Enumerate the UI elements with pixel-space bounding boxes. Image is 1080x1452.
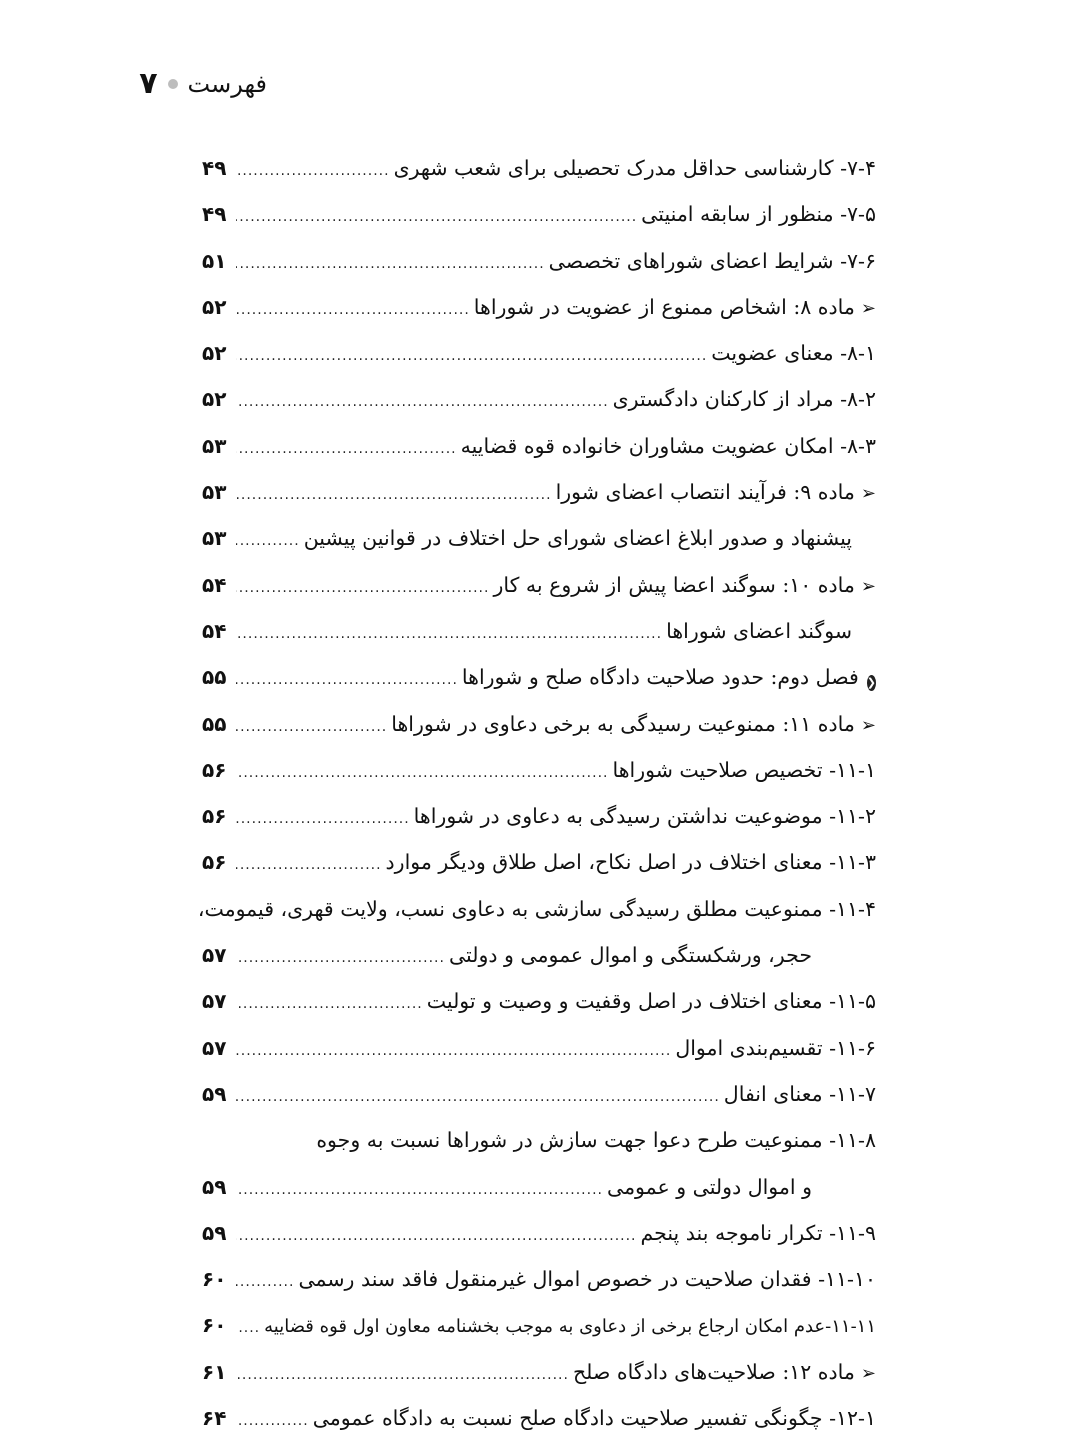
- chapter-circle-icon: ❮: [866, 676, 876, 690]
- toc-entry-title: ۱۱-۷- معنای انفال: [723, 1081, 876, 1106]
- dot-leader: [236, 1413, 309, 1429]
- dot-leader: [236, 1367, 569, 1383]
- toc-entry-title: ماده ۹: فرآیند انتصاب اعضای شورا: [555, 480, 855, 505]
- dot-leader: [236, 672, 458, 688]
- toc-entry: [204, 1313, 876, 1359]
- toc-entry-title: ۱۱-۴- ممنوعیت مطلق رسیدگی سازشی به دعاوی نسب، ولایت قهری، قیمومت،: [197, 896, 876, 921]
- toc-entry-page-number: ۵۶: [202, 850, 227, 875]
- toc-entry-page-number: ۴۹: [202, 156, 227, 180]
- arrowhead-marker-icon: ➢: [860, 483, 876, 505]
- toc-entry: [204, 758, 876, 804]
- toc-entry-page-number: ۶۴: [202, 1406, 227, 1431]
- toc-entry: [204, 249, 876, 295]
- toc-entry-title: ۱۱-۵- معنای اختلاف در اصل وقفیت و وصیت و تولیت: [426, 989, 876, 1014]
- toc-entry-page-number: ۵۲: [202, 341, 227, 366]
- toc-entry: [204, 804, 876, 850]
- toc-entry-title: ۸-۳- امکان عضویت مشاوران خانواده قوه قضاییه: [460, 433, 876, 458]
- dot-leader: [236, 533, 300, 549]
- toc-entry-page-number: ۵۶: [202, 757, 227, 782]
- toc-entry-page-number: ۵۱: [202, 248, 227, 273]
- toc-entry: [204, 943, 876, 989]
- dot-leader: [236, 348, 707, 364]
- toc-entry: [204, 712, 876, 758]
- toc-entry-title: ماده ۱۰: سوگند اعضا پیش از شروع به کار: [493, 572, 855, 597]
- toc-entry-title: سوگند اعضای شوراها: [666, 618, 852, 643]
- arrowhead-marker-icon: ➢: [860, 297, 876, 319]
- bullet-dot-icon: [168, 79, 178, 89]
- toc-entry-page-number: ۶۱: [202, 1359, 227, 1384]
- toc-entry-title: ۱۱-۲- موضوعیت نداشتن رسیدگی به دعاوی در شوراها: [413, 804, 876, 829]
- toc-entry-title: ۱۱-۱۰- فقدان صلاحیت در خصوص اموال غیرمنقول فاقد سند رسمی: [298, 1267, 876, 1292]
- dot-leader: [236, 163, 390, 179]
- dot-leader: [236, 1274, 294, 1290]
- dot-leader: [236, 487, 552, 503]
- toc-entry: [204, 1360, 876, 1406]
- toc-entry: [204, 619, 876, 665]
- running-head-page-number: ۷: [139, 66, 158, 101]
- dot-leader: [236, 302, 470, 318]
- toc-entry-page-number: ۵۷: [202, 989, 227, 1014]
- toc-entry: [204, 1406, 876, 1452]
- toc-entry-title: ماده ۸: اشخاص ممنوع از عضویت در شوراها: [473, 294, 855, 319]
- toc-entry-page-number: ۵۵: [202, 665, 227, 690]
- dot-leader: [236, 1228, 637, 1244]
- toc-entry-page-number: ۶۰: [202, 1313, 227, 1338]
- toc-entry-page-number: ۴۹: [202, 202, 227, 227]
- toc-entry: [204, 1036, 876, 1082]
- dot-leader: [236, 765, 608, 781]
- running-head-title: فهرست: [187, 69, 267, 98]
- dot-leader: [236, 580, 489, 596]
- dot-leader: [236, 626, 662, 642]
- toc-entry: [204, 156, 876, 202]
- toc-entry: [204, 387, 876, 433]
- toc-entry-page-number: ۵۴: [202, 618, 227, 643]
- toc-entry: [204, 434, 876, 480]
- toc-entry: [204, 1082, 876, 1128]
- toc-entry-title: ۸-۱- معنای عضویت: [711, 341, 876, 366]
- toc-entry-title: و اموال دولتی و عمومی: [606, 1174, 812, 1199]
- toc-entry-title: ۱۱-۳- معنای اختلاف در اصل نکاح، اصل طلاق ودیگر موارد: [385, 850, 876, 875]
- dot-leader: [236, 950, 445, 966]
- toc-entry-title: ۷-۴- کارشناسی حداقل مدرک تحصیلی برای شعب شهری: [393, 156, 876, 180]
- dot-leader: [236, 394, 609, 410]
- toc-entry: [197, 896, 876, 943]
- toc-entry-page-number: ۵۷: [202, 943, 227, 968]
- toc-entry: [204, 526, 876, 572]
- toc-entry-title: ماده ۱۲: صلاحیت‌های دادگاه صلح: [572, 1359, 855, 1384]
- toc-entry-page-number: ۵۳: [202, 526, 227, 551]
- toc-entry-title: ۱۱-۹- تکرار ناموجه بند پنجم: [640, 1220, 876, 1245]
- toc-entry-title: ۷-۶- شرایط اعضای شوراهای تخصصی: [548, 248, 876, 273]
- toc-entry-title: ۸-۲- مراد از کارکنان دادگستری: [612, 387, 876, 412]
- toc-entry: [204, 850, 876, 896]
- toc-entry-title: حجر، ورشکستگی و اموال عمومی و دولتی: [448, 943, 812, 968]
- dot-leader: [236, 811, 410, 827]
- dot-leader: [236, 857, 382, 873]
- toc-entry: [204, 573, 876, 619]
- toc-entry: [204, 341, 876, 387]
- toc-entry: [204, 295, 876, 341]
- toc-entry-page-number: ۵۵: [202, 711, 227, 736]
- toc-entry-page-number: ۵۴: [202, 572, 227, 597]
- dot-leader: [236, 256, 545, 272]
- dot-leader: [236, 719, 387, 735]
- toc-entry-title: ۱۲-۱- چگونگی تفسیر صلاحیت دادگاه صلح نسبت به دادگاه عمومی: [312, 1406, 876, 1431]
- dot-leader: [236, 209, 637, 225]
- toc-entry-title: ۷-۵- منظور از سابقه امنیتی: [641, 202, 876, 227]
- toc-entry-page-number: ۵۷: [202, 1035, 227, 1060]
- toc-entry: [204, 1175, 876, 1221]
- dot-leader: [236, 441, 457, 457]
- toc-entry-page-number: ۵۲: [202, 294, 227, 319]
- dot-leader: [236, 1043, 671, 1059]
- toc-entry-page-number: ۵۳: [202, 480, 227, 505]
- arrowhead-marker-icon: ➢: [860, 575, 876, 597]
- arrowhead-marker-icon: ➢: [860, 1362, 876, 1384]
- toc-entry-title: ماده ۱۱: ممنوعیت رسیدگی به برخی دعاوی در شوراها: [391, 711, 855, 736]
- toc-entry-page-number: ۵۶: [202, 804, 227, 829]
- toc-entry: [204, 1221, 876, 1267]
- toc-entry: [204, 1267, 876, 1313]
- table-of-contents: [197, 156, 876, 1452]
- toc-entry-page-number: ۵۳: [202, 433, 227, 458]
- toc-entry-title: فصل دوم: حدود صلاحیت دادگاه صلح و شوراها: [461, 665, 859, 690]
- dot-leader: [236, 1182, 603, 1198]
- toc-entry-title: ۱۱-۶- تقسیم‌بندی اموال: [675, 1035, 876, 1060]
- toc-entry-title: ۱۱-۱- تخصیص صلاحیت شوراها: [612, 757, 876, 782]
- toc-entry: [204, 1128, 876, 1174]
- toc-entry: [204, 202, 876, 248]
- running-head: [139, 66, 267, 101]
- toc-entry-page-number: ۵۹: [202, 1220, 227, 1245]
- toc-entry-title: پیشنهاد و صدور ابلاغ اعضای شورای حل اختلاف در قوانین پیشین: [303, 526, 852, 551]
- toc-entry: [204, 480, 876, 526]
- dot-leader: [236, 1320, 260, 1336]
- toc-entry-page-number: ۵۹: [202, 1174, 227, 1199]
- toc-entry-title: ۱۱-۱۱-عدم امکان ارجاع برخی از دعاوی به موجب بخشنامه معاون اول قوه قضاییه: [264, 1316, 876, 1338]
- dot-leader: [236, 996, 423, 1012]
- toc-entry-page-number: ۵۹: [202, 1081, 227, 1106]
- toc-entry-page-number: ۶۰: [202, 1267, 227, 1292]
- toc-entry-page-number: ۵۲: [202, 387, 227, 412]
- dot-leader: [236, 1089, 720, 1105]
- toc-entry: [204, 989, 876, 1035]
- toc-entry-title: ۱۱-۸- ممنوعیت طرح دعوا جهت سازش در شوراها نسبت به وجوه: [316, 1128, 876, 1153]
- arrowhead-marker-icon: ➢: [860, 714, 876, 736]
- toc-entry: [204, 665, 876, 711]
